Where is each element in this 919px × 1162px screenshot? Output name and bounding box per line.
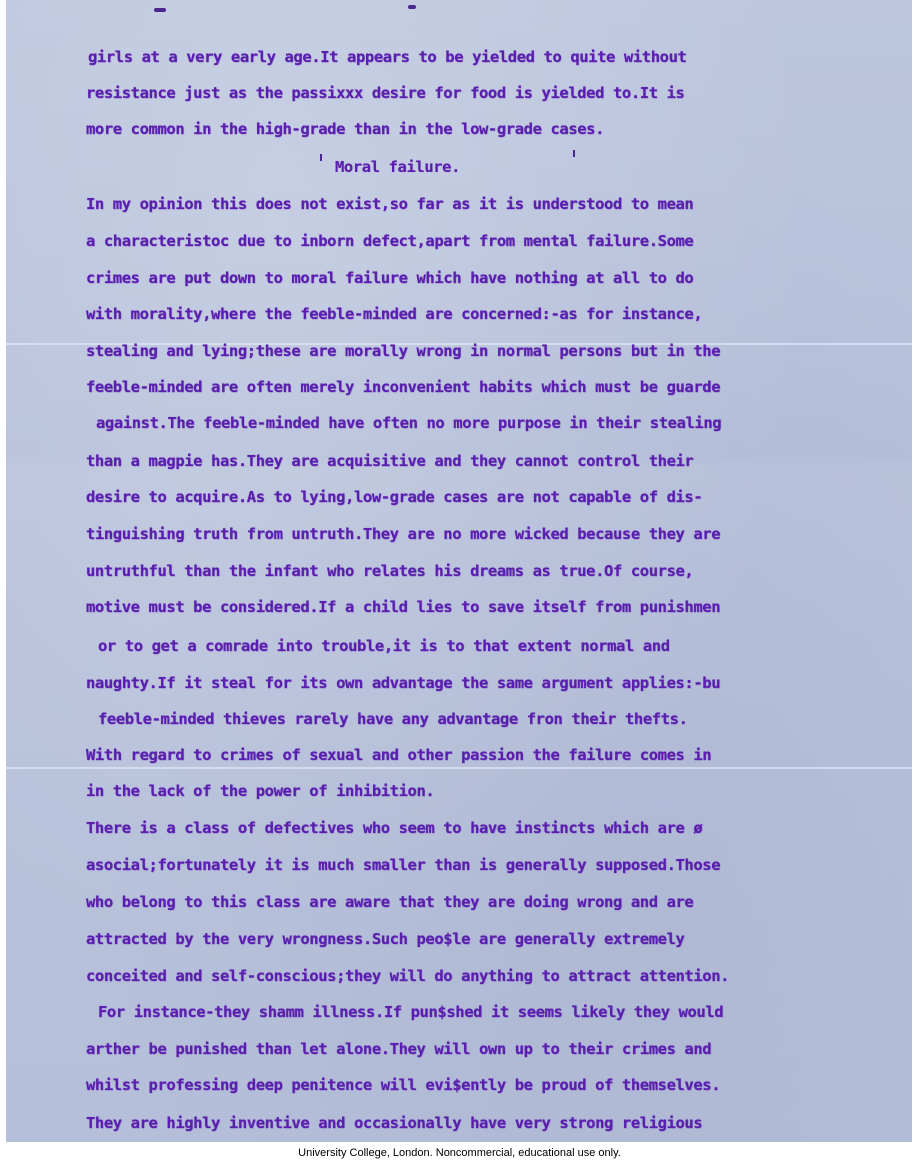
text-line: With regard to crimes of sexual and other passion the failure comes in [86, 746, 712, 764]
text-line: desire to acquire.As to lying,low-grade cases are not capable of dis- [86, 488, 703, 506]
text-line: stealing and lying;these are morally wrong in normal persons but in the [86, 342, 721, 360]
text-line: crimes are put down to moral failure which have nothing at all to do [86, 269, 694, 287]
section-heading: Moral failure. [335, 158, 461, 176]
text-line: feeble-minded are often merely inconvenient habits which must be guarde [86, 378, 721, 396]
text-line: asocial;fortunately it is much smaller than is generally supposed.Those [86, 856, 721, 874]
text-line: There is a class of defectives who seem to have instincts which are ø [86, 819, 703, 837]
text-line: untruthful than the infant who relates his dreams as true.Of course, [86, 562, 694, 580]
text-line: girls at a very early age.It appears to be yielded to quite without [88, 48, 687, 66]
text-line: who belong to this class are aware that they are doing wrong and are [86, 893, 694, 911]
typed-page [6, 0, 912, 1142]
text-line: conceited and self-conscious;they will do anything to attract attention. [86, 967, 730, 985]
text-line: against.The feeble-minded have often no more purpose in their stealing [96, 414, 722, 432]
copyright-footer: University College, London. Noncommercial, educational use only. [298, 1147, 621, 1159]
typed-text-body [6, 0, 912, 1142]
text-line: tinguishing truth from untruth.They are no more wicked because they are [86, 525, 721, 543]
text-line: or to get a comrade into trouble,it is to that extent normal and [98, 637, 670, 655]
text-line: For instance-they shamm illness.If pun$shed it seems likely they would [98, 1003, 724, 1021]
text-line: feeble-minded thieves rarely have any advantage fron their thefts. [98, 710, 688, 728]
text-line: naughty.If it steal for its own advantage the same argument applies:-bu [86, 674, 721, 692]
text-line: In my opinion this does not exist,so far as it is understood to mean [86, 195, 694, 213]
text-line: They are highly inventive and occasionally have very strong religious [86, 1114, 703, 1132]
text-line: attracted by the very wrongness.Such peo$le are generally extremely [86, 930, 685, 948]
text-line: than a magpie has.They are acquisitive and they cannot control their [86, 452, 694, 470]
text-line: whilst professing deep penitence will evi$ently be proud of themselves. [86, 1076, 721, 1094]
text-line: more common in the high-grade than in the low-grade cases. [86, 120, 605, 138]
text-line: arther be punished than let alone.They will own up to their crimes and [86, 1040, 712, 1058]
text-line: motive must be considered.If a child lies to save itself from punishmen [86, 598, 721, 616]
text-line: a characteristoc due to inborn defect,apart from mental failure.Some [86, 232, 694, 250]
text-line: with morality,where the feeble-minded are concerned:-as for instance, [86, 305, 703, 323]
text-line: resistance just as the passixxx desire for food is yielded to.It is [86, 84, 685, 102]
text-line: in the lack of the power of inhibition. [86, 782, 435, 800]
